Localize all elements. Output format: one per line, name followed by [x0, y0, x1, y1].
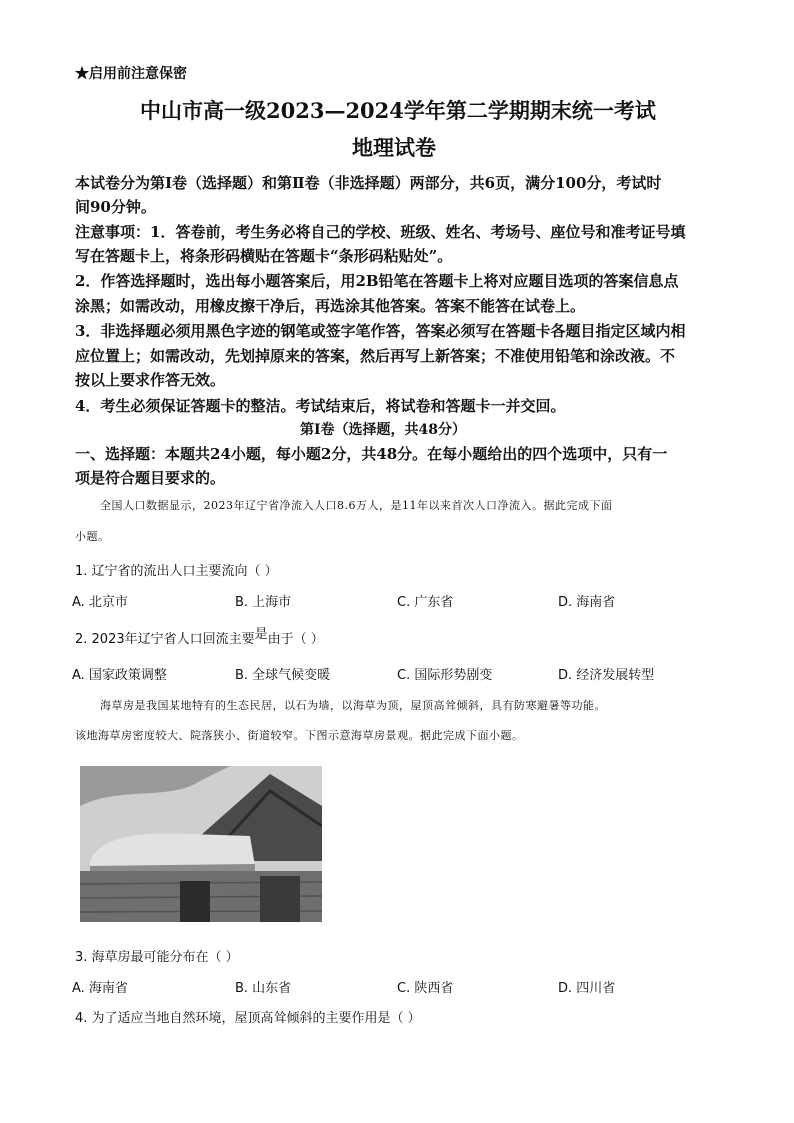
q3-option-c: C. 陕西省 [397, 981, 454, 996]
q2-stem-part1: 2. 2023年辽宁省人口回流主要 [75, 632, 255, 647]
q2-stem [75, 628, 324, 647]
q3-option-a: A. 海南省 [72, 981, 128, 996]
q2-stem-raised: 是 [254, 627, 268, 642]
instructions-line-4: 写在答题卡上，将条形码横贴在答题卡“条形码粘贴处”。 [75, 247, 453, 265]
q2-option-a: A. 国家政策调整 [72, 668, 167, 683]
instructions-line-5: 2．作答选择题时，选出每小题答案后，用2B铅笔在答题卡上将对应题目选项的答案信息点 [75, 272, 679, 290]
instructions-line-6: 涂黑；如需改动，用橡皮擦干净后，再选涂其他答案。答案不能答在试卷上。 [75, 297, 586, 315]
secret-mark: ★启用前注意保密 [75, 66, 187, 82]
instructions-line-10: 4．考生必须保证答题卡的整洁。考试结束后，将试卷和答题卡一并交回。 [75, 397, 566, 415]
q3-stem: 3. 海草房最可能分布在（ ） [75, 950, 239, 965]
q3-option-d: D. 四川省 [558, 981, 616, 996]
group1-intro-2: 小题。 [75, 530, 110, 543]
q2-option-c: C. 国际形势剧变 [397, 668, 493, 683]
group1-intro-1: 全国人口数据显示，2023年辽宁省净流入人口8.6万人，是11年以来首次人口净流入。据此完成下面 [100, 499, 613, 512]
group2-intro-1: 海草房是我国某地特有的生态民居，以石为墙，以海草为顶，屋顶高耸倾斜，具有防寒避暑等功能。 [100, 699, 606, 712]
instructions-line-7: 3．非选择题必须用黑色字迹的钢笔或签字笔作答，答案必须写在答题卡各题目指定区域内相 [75, 322, 686, 340]
q2-option-b: B. 全球气候变暖 [235, 668, 331, 683]
q1-option-b: B. 上海市 [235, 595, 292, 610]
instructions-line-9: 按以上要求作答无效。 [75, 371, 226, 389]
instructions-line-3: 注意事项：1．答卷前，考生务必将自己的学校、班级、姓名、考场号、座位号和准考证号填 [75, 223, 686, 241]
exam-title: 中山市高一级2023—2024学年第二学期期末统一考试 [140, 98, 656, 123]
q4-stem: 4. 为了适应当地自然环境，屋顶高耸倾斜的主要作用是（ ） [75, 1011, 421, 1026]
q2-stem-part2: 由于（ ） [267, 632, 324, 647]
section-desc-2: 项是符合题目要求的。 [75, 469, 226, 487]
instructions-line-8: 应位置上；如需改动，先划掉原来的答案，然后再写上新答案；不准使用铅笔和涂改液。不 [75, 347, 676, 365]
instructions-line-1: 本试卷分为第Ⅰ卷（选择题）和第Ⅱ卷（非选择题）两部分，共6页，满分100分，考试时 [75, 174, 662, 192]
q2-option-d: D. 经济发展转型 [558, 668, 655, 683]
q1-stem: 1. 辽宁省的流出人口主要流向（ ） [75, 564, 278, 579]
photo-door [180, 881, 210, 922]
q1-option-d: D. 海南省 [558, 595, 616, 610]
instructions-line-2: 间90分钟。 [75, 198, 156, 216]
q1-option-c: C. 广东省 [397, 595, 454, 610]
q1-option-a: A. 北京市 [72, 595, 128, 610]
photo-side-wall [260, 876, 300, 922]
exam-subtitle: 地理试卷 [352, 135, 436, 160]
group2-intro-2: 该地海草房密度较大、院落狭小、街道较窄。下图示意海草房景观。据此完成下面小题。 [75, 729, 524, 742]
section-title: 第Ⅰ卷（选择题，共48分） [300, 422, 467, 438]
seaweed-house-illustration [80, 766, 322, 922]
q3-option-b: B. 山东省 [235, 981, 292, 996]
section-desc-1: 一、选择题：本题共24小题，每小题2分，共48分。在每小题给出的四个选项中，只有一 [75, 445, 668, 463]
seaweed-house-photo [80, 766, 322, 922]
